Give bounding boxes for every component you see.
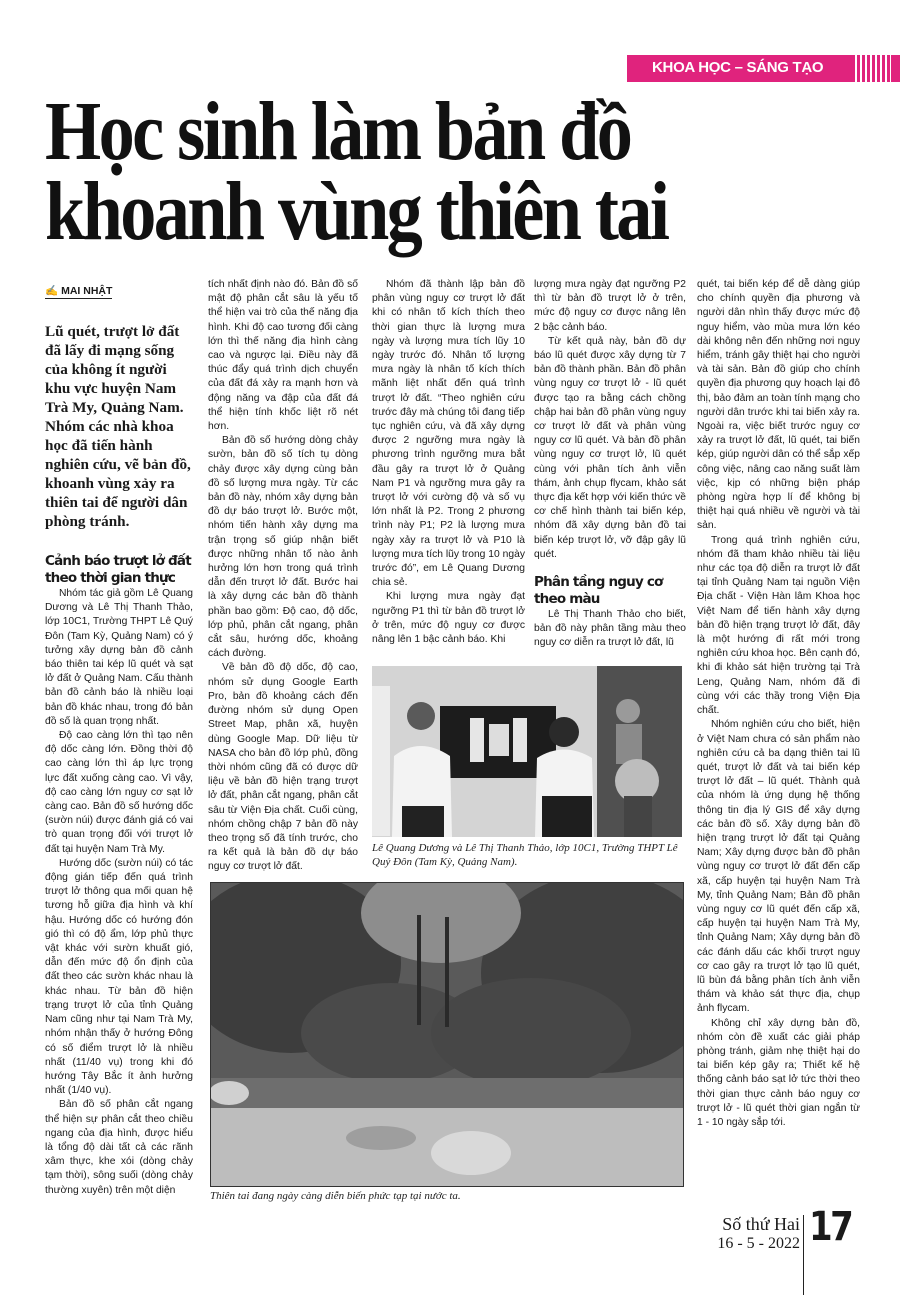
- body-paragraph: Bản đồ số phân cắt ngang thể hiện sự phân cắt theo chiều ngang của địa hình, được hiểu là tổng độ dài tất cả các rãnh xâm thực, khe xói (dòng chảy tạm thời), sông suối (dòng chảy thường xuyên) trên một diện: [45, 1099, 193, 1196]
- issue-info: [700, 1215, 800, 1253]
- page-number: 17: [809, 1204, 852, 1250]
- body-paragraph: Nhóm nghiên cứu cho biết, hiện ở Việt Nam chưa có sản phẩm nào nghiên cứu cả ba dạng thiên tai lũ quét, trượt lở đất và tai biến kép trượt lở đất – lũ quét. Thành quả của nhóm là ứng dụng hệ thống thông tin địa lý GIS để xây dựng các bản đồ số. Xây dựng bản đồ hiện trạng trượt lở đất tại Quảng Nam; Xây dựng được bản đồ phân vùng nguy cơ trượt lở đất đến cấp xã, cấp huyện tại huyện Nam Trà My, tỉnh Quảng Nam; Bản đồ phân vùng nguy cơ lũ quét đến cấp xã, cấp huyện tại huyện Nam Trà My, tỉnh Quảng Nam; Xây dựng bản đồ các đánh dấu các khối trượt nguy cơ cao gây ra trượt lở tạo lũ quét, lũ bùn đá bằng phân tích ảnh viễn thám và khảo sát thực địa, chụp ảnh flycam.: [697, 719, 860, 1015]
- body-paragraph: Độ cao càng lớn thì tạo nên độ dốc càng lớn. Đồng thời độ cao càng lớn thì áp lực trọng lực đất xuống càng cao. Vì vậy, độ cao càng lớn nguy cơ sạt lở càng cao. Bản đồ số hướng dốc (sườn núi) được đánh giá có vai trò quan trọng đối với trượt lở đất tại huyện Nam Trà My.: [45, 730, 193, 855]
- article-column-2: [208, 278, 358, 875]
- article-column-4: [534, 278, 686, 651]
- article-column-1: [45, 553, 193, 1198]
- body-paragraph: Nhóm đã thành lập bản đồ phân vùng nguy cơ trượt lở đất khi có nhân tố kích thích theo thời gian thực là lượng mưa ngày và lượng mưa tích lũy 10 ngày trước đó. Nhân tố lượng mưa ngày là nhân tố kích thích mãnh liệt nhất đến quá trình trượt lở đất. “Theo nghiên cứu trước đây mà chúng tôi đang tiếp tục nghiên cứu, và đã xây dựng được 2 ngưỡng mưa ngày là phương trình ngưỡng mưa bắt đầu gây ra trượt lở ở Quảng Nam P1 và ngưỡng mưa gây ra trượt lở với cường độ và số vụ lớn nhất là P2. Trong 2 phương trình này P1; P2 là lượng mưa ngày xảy ra trượt lở và P10 là lượng mưa tích lũy trong 10 ngày trước đó”, em Lê Quang Dương chia sẻ.: [372, 279, 525, 589]
- author-name: MAI NHẬT: [61, 285, 113, 297]
- banner-stripes-decoration: [855, 55, 895, 82]
- body-paragraph: Hướng dốc (sườn núi) có tác động gián tiếp đến quá trình trượt lở thông qua mối quan hệ tương hỗ giữa địa hình và khí hậu. Hướng dốc có hướng đón gió thì có độ ẩm, lớp phủ thực vật khác với sườn khuất gió, dẫn đến mức độ ổn định của đất theo các sườn khác nhau là khác nhau. Từ bản đồ hiện trạng trượt lở của tỉnh Quảng Nam cũng như tại Nam Trà My, nhóm nhận thấy ở hướng Đông có số điểm trượt lở là nhiều nhất (11/40 vụ) trong khi đó hướng Tây Bắc ít ảnh hưởng nhất (1/40 vụ).: [45, 857, 193, 1097]
- students-photo-illustration: [372, 666, 682, 837]
- banner-end-block: [891, 55, 900, 82]
- byline: [45, 284, 112, 299]
- body-paragraph: Nhóm tác giả gồm Lê Quang Dương và Lê Thị Thanh Thảo, lớp 10C1, Trường THPT Lê Quý Đôn (Tam Kỳ, Quảng Nam) có ý tưởng xây dựng bản đồ cảnh báo thiên tai kép lũ quét và sạt lở đất ở Quảng Nam. Cấu thành bản đồ cảnh báo là nhiều loại bản đồ khác nhau, trong đó bản đồ số là quan trọng nhất.: [45, 588, 193, 727]
- disaster-photo-caption: Thiên tai đang ngày càng diễn biến phức tạp tại nước ta.: [210, 1190, 461, 1202]
- body-paragraph: Từ kết quả này, bản đồ dự báo lũ quét được xây dựng từ 7 bản đồ thành phần. Bản đồ phân vùng nguy cơ trượt lở - lũ quét được tạo ra bằng cách chồng chập hai bản đồ phân vùng nguy cơ trượt lở đất và phân vùng nguy cơ lũ quét. Và bản đồ phân vùng nguy cơ trượt lở, lũ quét cùng với phân tích ảnh viễn thám, ảnh chụp flycam, khảo sát thực địa kết hợp với kiến thức về cơ chế hình thành tai biến kép, nhóm đã xây dựng bản đồ tai biến kép trượt lở, vỡ đập gây lũ quét.: [534, 335, 686, 560]
- body-paragraph: Về bản đồ độ dốc, độ cao, nhóm sử dụng Google Earth Pro, bản đồ khoảng cách đến đường nhóm sử dụng Open Street Map, phân xã, huyện dùng Google Map. Dữ liệu từ NASA cho bản đồ lớp phủ, đồng thời nhóm cũng đã có được dữ liệu về bản đồ hiện trạng trượt lở đất, phân cắt ngang, phân cắt sâu từ Viện Địa chất. Cuối cùng, nhóm chồng chập 7 bản đồ này theo trọng số đã tính trước, cho ra kết quả là bản đồ dự báo nguy cơ trượt lở đất.: [208, 662, 358, 873]
- article-column-5: [697, 278, 860, 1130]
- body-paragraph: Khi lượng mưa ngày đạt ngưỡng P1 thì từ bản đồ trượt lở ở trên, mức độ nguy cơ được nâng lên 1 bậc cảnh báo. Khi: [372, 591, 525, 646]
- body-paragraph: Trong quá trình nghiên cứu, nhóm đã tham khảo nhiều tài liệu như các tọa độ diễn ra trượt lở đất tại tỉnh Quảng Nam tại nguồn Viện Địa chất - Viện Hàn lâm Khoa học Việt Nam để tiến hành xây dựng bản đồ hiện trạng trượt lở đất, đây là một hướng đi rất mới trong nghiên cứu khoa học. Bên cạnh đó, khi đi khảo sát hiện trường tại Trà Leng, Quảng Nam, nhóm đã đi cùng với các thầy trong Viện Địa chất.: [697, 534, 860, 717]
- section-banner: [627, 55, 900, 82]
- pen-icon: ✍: [45, 285, 59, 297]
- disaster-photo-illustration: [211, 883, 683, 1186]
- footer-divider: [803, 1215, 804, 1295]
- headline: [45, 85, 733, 258]
- body-paragraph-continued: tích nhất định nào đó. Bản đồ số mật độ phân cắt sâu là yếu tố thể hiện vai trò của thế năng địa hình. Khi độ cao tương đối càng lớn thì thế năng địa hình càng cao và ngược lại. Điều này đã thúc đẩy quá trình dịch chuyển của đất đá xảy ra mạnh hơn và động năng va đập của đất đá thể hiện tính khốc liệt rõ nét hơn.: [208, 279, 358, 433]
- lead-paragraph: Lũ quét, trượt lở đất đã lấy đi mạng sống của không ít người khu vực huyện Nam Trà My, Quảng Nam. Nhóm các nhà khoa học đã tiến hành nghiên cứu, vẽ bản đồ, khoanh vùng xảy ra thiên tai để người dân phòng tránh.: [45, 323, 191, 530]
- body-paragraph: Lê Thị Thanh Thảo cho biết, bản đồ này phân tầng màu theo nguy cơ diễn ra trượt lở đất, lũ: [534, 609, 686, 649]
- issue-weekday: Số thứ Hai: [722, 1214, 800, 1234]
- subheading-color-layers: Phân tầng nguy cơ theo màu: [534, 574, 663, 607]
- article-column-3: [372, 278, 525, 647]
- headline-line-2: khoanh vùng thiên tai: [45, 165, 668, 258]
- students-photo-caption: Lê Quang Dương và Lê Thị Thanh Thảo, lớp 10C1, Trường THPT Lê Quý Đôn (Tam Kỳ, Quảng Nam).: [372, 842, 678, 868]
- body-paragraph-continued: lượng mưa ngày đạt ngưỡng P2 thì từ bản đồ trượt lở ở trên, mức độ nguy cơ được nâng lên 2 bậc cảnh báo.: [534, 279, 686, 333]
- section-label: KHOA HỌC – SÁNG TẠO: [652, 59, 824, 76]
- body-paragraph: Bản đồ số hướng dòng chảy sườn, bản đồ số tích tụ dòng chảy được xây dựng cùng bản đồ số lượng mưa ngày. Từ các bản đồ này, nhóm xây dựng bản đồ dự báo trượt lở. Bước một, nhóm tiến hành xây dựng ma trận trọng số giúp nhận biết được những nhân tố nào ảnh hưởng lớn hơn trong quá trình dẫn đến trượt lở đất. Bước hai là xây dựng các bản đồ thành phần bao gồm: Độ cao, độ dốc, lớp phủ, phân cắt ngang, phân cắt sâu, hướng dốc, khoảng cách đường.: [208, 435, 358, 660]
- body-paragraph-continued: quét, tai biến kép để dễ dàng giúp cho chính quyền địa phương và người dân nhìn thấy được mức độ nguy hiểm, vào mùa mưa lớn kéo dài không nên đến những nơi nguy hiểm, tránh gây thiệt hại cho người và tài sản. Bản đồ giúp cho chính quyền địa phương quy hoạch lại đô thị, bảo đảm an toàn tính mạng cho người dân trước khi tai biến xảy ra. Ngoài ra, việc biết trước nguy cơ xảy ra trượt lở đất, lũ quét, tai biến kép, giúp người dân có thể sắp xếp công việc, nâng cao năng suất làm việc, kịp có những biện pháp phòng ngừa hợp lí để không bị thiệt hại quá nhiều về người và tài sản.: [697, 279, 860, 532]
- issue-date: 16 - 5 - 2022: [717, 1235, 800, 1252]
- body-paragraph: Không chỉ xây dựng bản đồ, nhóm còn đề xuất các giải pháp phòng tránh, giảm nhẹ thiệt hại do tai biến kép gây ra; Thiết kế hệ thống cảnh báo sạt lở tức thời theo thời gian thực cảnh báo nguy cơ trượt lở - lũ quét thời gian ngắn từ 1 - 10 ngày sắp tới.: [697, 1017, 860, 1128]
- students-photo: [372, 666, 682, 837]
- headline-line-1: Học sinh làm bản đồ: [45, 85, 631, 178]
- subheading-realtime-warning: Cảnh báo trượt lở đất theo thời gian thực: [45, 553, 191, 586]
- disaster-photo: [210, 882, 684, 1187]
